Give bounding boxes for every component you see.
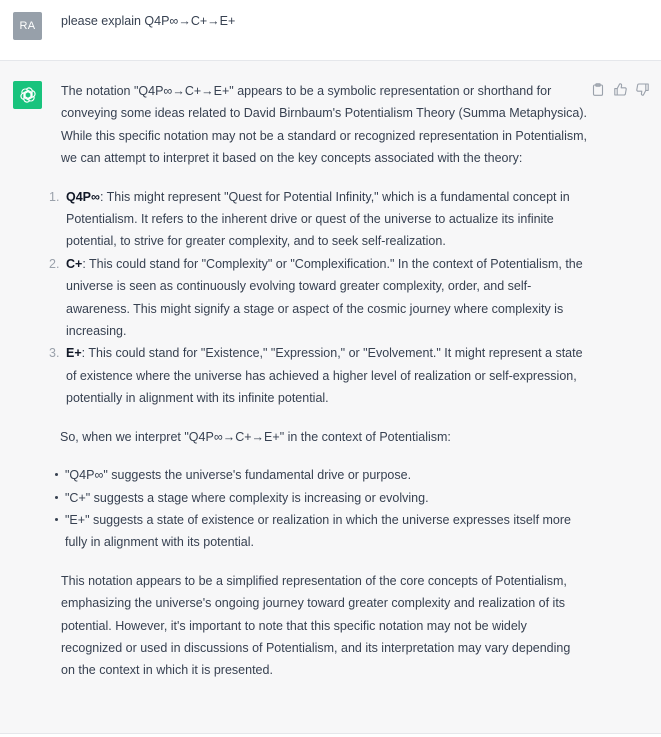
openai-logo-icon [19, 86, 37, 104]
list-text: : This might represent "Quest for Potential Infinity," which is a fundamental concept in Potentialism. It refers to the inherent drive or quest of the universe to actualize its infinite potential, to strive for greater complexity, and to seek self-realization. [66, 189, 570, 249]
assistant-message-row [0, 61, 661, 734]
user-avatar: RA [13, 12, 42, 40]
intro-paragraph: The notation "Q4P∞→C+→E+" appears to be a symbolic representation or shorthand for conveying some ideas related to David Birnbaum's Potentialism Theory (Summa Metaphysica). While this specific notation may not be a standard or recognized representation in Potentialism, we can attempt to interpret it based on the key concepts associated with the theory: [61, 84, 588, 166]
user-message-row [0, 0, 661, 61]
list-item [49, 253, 589, 343]
list-number: 2. [49, 256, 60, 271]
clipboard-icon [592, 83, 604, 96]
thumbs-up-button[interactable] [612, 80, 628, 98]
bullet-dot [55, 518, 58, 521]
list-number: 3. [49, 346, 60, 361]
bullet-item [61, 487, 589, 509]
closing-paragraph: This notation appears to be a simplified representation of the core concepts of Potentialism, emphasizing the universe's ongoing journey toward greater complexity and realization of its potential. However, it's important to note that this specific notation may not be widely recognized or used in discussions of Potentialism, and its interpretation may vary depending on the context in which it is presented. [61, 573, 571, 678]
list-item [49, 342, 589, 409]
bullet-list [61, 464, 589, 554]
bullet-text: "C+" suggests a stage where complexity is increasing or evolving. [65, 490, 429, 505]
summary-intro: So, when we interpret "Q4P∞→C+→E+" in the context of Potentialism: [60, 429, 451, 444]
copy-button[interactable] [590, 80, 606, 98]
bullet-text: "E+" suggests a state of existence or realization in which the universe expresses itself more fully in alignment with its potential. [65, 512, 571, 550]
user-message-text: please explain Q4P∞→C+→E+ [61, 14, 236, 28]
list-text: : This could stand for "Complexity" or "Complexification." In the context of Potentialism, the universe is seen as continuously evolving toward greater complexity, order, and self-awareness. This might signify a stage or aspect of the cosmic journey where complexity is increasing. [66, 256, 583, 339]
list-text: : This could stand for "Existence," "Expression," or "Evolvement." It might represent a state of existence where the universe has achieved a higher level of realization or self-expression, potentially in alignment with its infinite potential. [66, 346, 583, 406]
bullet-item [61, 464, 589, 486]
list-term: Q4P∞ [66, 189, 100, 204]
thumbs-down-button[interactable] [634, 80, 650, 98]
thumbs-down-icon [636, 83, 649, 96]
list-term: E+ [66, 346, 82, 361]
message-actions [590, 80, 650, 98]
list-number: 1. [49, 189, 60, 204]
thumbs-up-icon [614, 83, 627, 96]
numbered-list [49, 186, 589, 410]
bullet-text: "Q4P∞" suggests the universe's fundamental drive or purpose. [65, 468, 412, 483]
bullet-item [61, 509, 589, 554]
bullet-dot [55, 496, 58, 499]
bullet-dot [55, 473, 58, 476]
assistant-message-content [49, 80, 589, 682]
assistant-avatar [13, 81, 42, 109]
list-term: C+ [66, 256, 83, 271]
list-item [49, 186, 589, 253]
